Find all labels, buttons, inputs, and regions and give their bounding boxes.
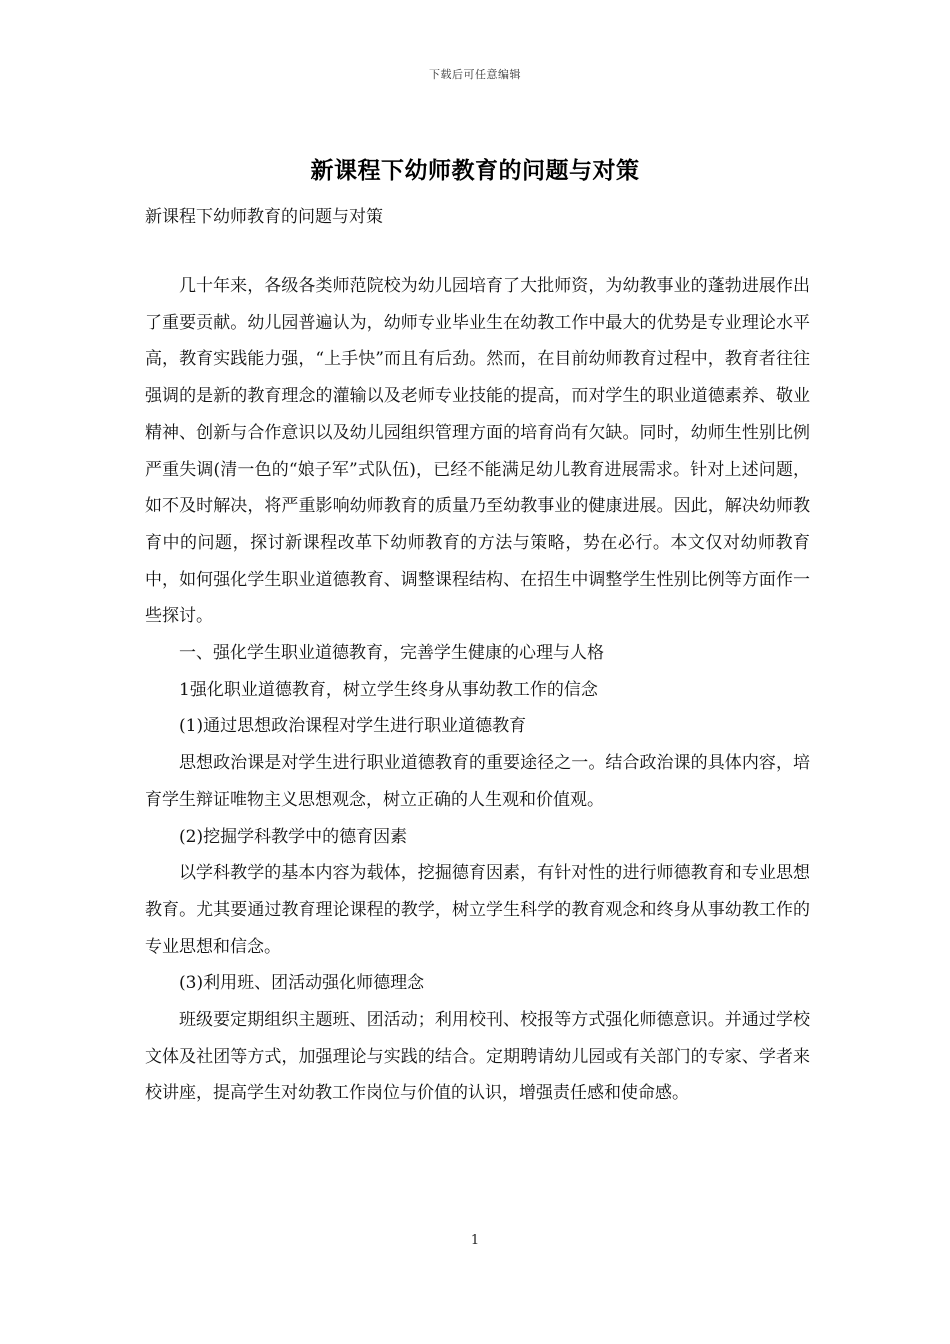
document-title: 新课程下幼师教育的问题与对策 xyxy=(310,157,640,184)
document-subtitle: 新课程下幼师教育的问题与对策 xyxy=(145,207,383,227)
subsection-heading-1: 1强化职业道德教育，树立学生终身从事幼教工作的信念 xyxy=(179,679,598,700)
paragraph-item-1: 思想政治课是对学生进行职业道德教育的重要途径之一。结合政治课的具体内容，培育学生辩证唯物主义思想观念，树立正确的人生观和价值观。 xyxy=(145,753,810,810)
paragraph-intro: 几十年来，各级各类师范院校为幼儿园培育了大批师资，为幼教事业的蓬勃进展作出了重要贡献。幼儿园普遍认为，幼师专业毕业生在幼教工作中最大的优势是专业理论水平高，教育实践能力强，“上手快”而且有后劲。然而，在目前幼师教育过程中，教育者往往强调的是新的教育理念的灌输以及老师专业技能的提高，而对学生的职业道德素养、敬业精神、创新与合作意识以及幼儿园组织管理方面的培育尚有欠缺。同时，幼师生性别比例严重失调(清一色的“娘子军”式队伍)，已经不能满足幼儿教育进展需求。针对上述问题，如不及时解决，将严重影响幼师教育的质量乃至幼教事业的健康进展。因此，解决幼师教育中的问题，探讨新课程改革下幼师教育的方法与策略，势在必行。本文仅对幼师教育中，如何强化学生职业道德教育、调整课程结构、在招生中调整学生性别比例等方面作一些探讨。 xyxy=(145,276,810,627)
paragraph-item-2: 以学科教学的基本内容为载体，挖掘德育因素，有针对性的进行师德教育和专业思想教育。尤其要通过教育理论课程的教学，树立学生科学的教育观念和终身从事幼教工作的专业思想和信念。 xyxy=(145,863,810,957)
header-note: 下载后可任意编辑 xyxy=(429,68,521,81)
page-number: 1 xyxy=(470,1233,480,1248)
document-body xyxy=(145,268,810,1112)
item-heading-3: (3)利用班、团活动强化师德理念 xyxy=(179,973,425,994)
item-heading-1: (1)通过思想政治课程对学生进行职业道德教育 xyxy=(179,716,527,737)
paragraph-item-3: 班级要定期组织主题班、团活动；利用校刊、校报等方式强化师德意识。并通过学校文体及社团等方式，加强理论与实践的结合。定期聘请幼儿园或有关部门的专家、学者来校讲座，提高学生对幼教工作岗位与价值的认识，增强责任感和使命感。 xyxy=(145,1010,810,1104)
section-heading-1: 一、强化学生职业道德教育，完善学生健康的心理与人格 xyxy=(179,643,604,664)
item-heading-2: (2)挖掘学科教学中的德育因素 xyxy=(179,826,408,847)
